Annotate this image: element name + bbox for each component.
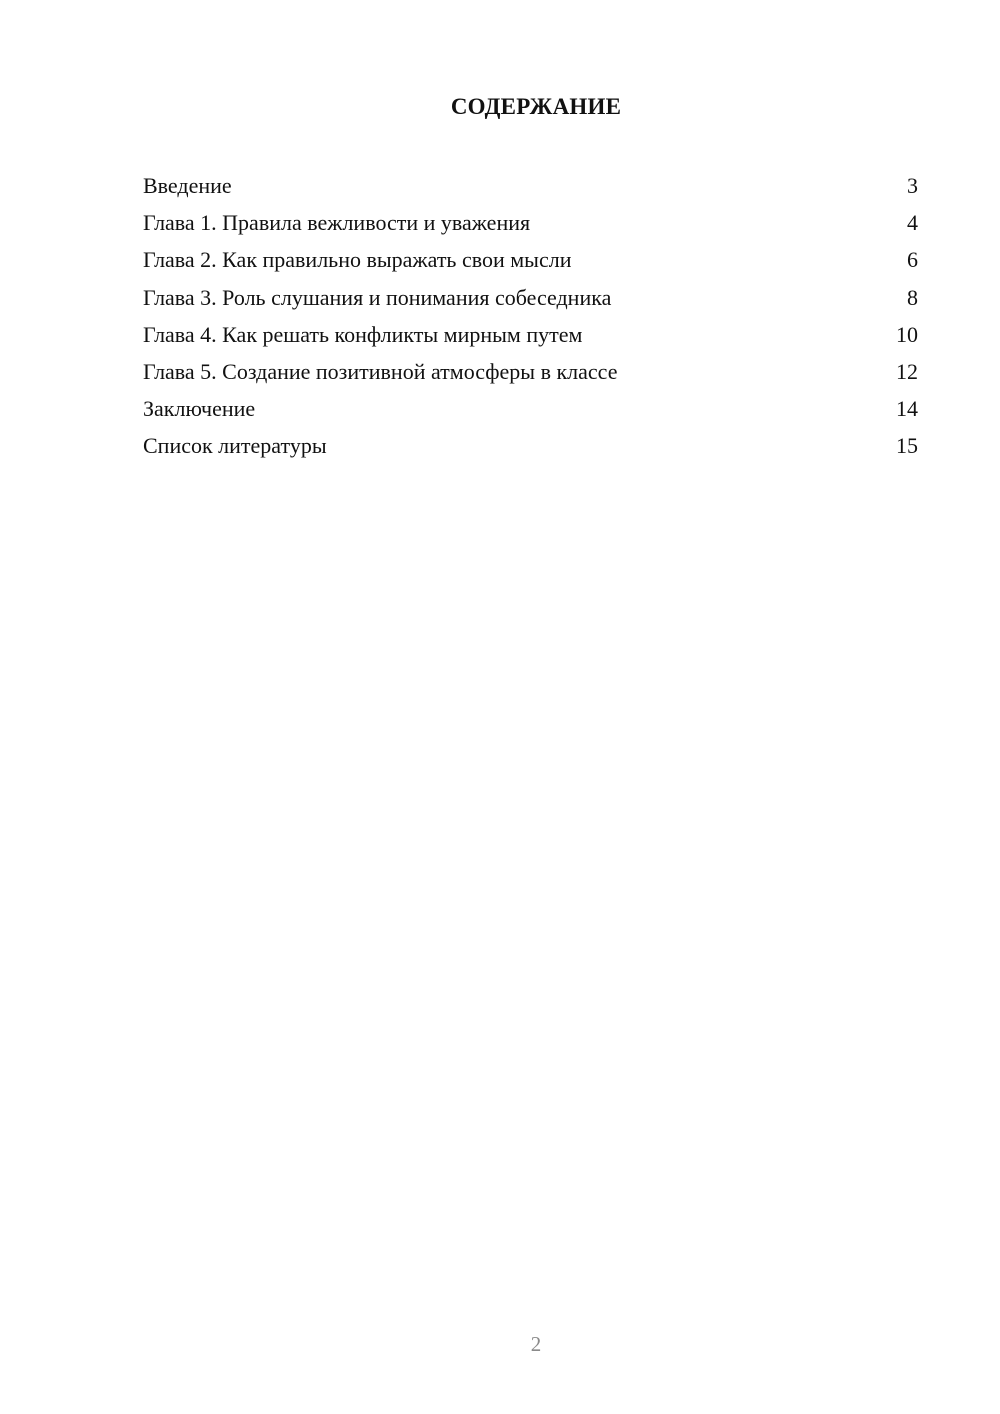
table-of-contents: [143, 167, 918, 465]
page-title: СОДЕРЖАНИЕ: [450, 94, 622, 119]
toc-entry: [143, 316, 918, 353]
toc-entry-label: Глава 3. Роль слушания и понимания собеседника: [143, 284, 612, 310]
toc-entry-label: Заключение: [143, 396, 256, 422]
toc-entry: [143, 353, 918, 390]
toc-entry-page: 3: [907, 173, 918, 198]
toc-entry-label: Глава 5. Создание позитивной атмосферы в классе: [143, 358, 618, 384]
toc-entry: [143, 427, 918, 464]
toc-entry: [143, 167, 918, 204]
toc-entry-label: Глава 4. Как решать конфликты мирным путем: [143, 321, 583, 347]
toc-entry: [143, 279, 918, 316]
toc-entry: [143, 204, 918, 241]
toc-entry-page: 15: [896, 433, 918, 459]
toc-entry-label: Список литературы: [143, 433, 327, 459]
toc-entry-page: 8: [907, 284, 918, 310]
toc-entry-label: Введение: [143, 173, 232, 198]
page-number: 2: [530, 1332, 542, 1356]
toc-entry-page: 14: [896, 396, 918, 422]
toc-entry-label: Глава 1. Правила вежливости и уважения: [143, 210, 531, 236]
toc-entry-page: 12: [896, 358, 918, 384]
toc-entry-page: 4: [907, 210, 918, 236]
toc-entry-page: 10: [896, 321, 918, 347]
toc-entry: [143, 241, 918, 278]
toc-entry-page: 6: [907, 247, 918, 273]
toc-entry: [143, 390, 918, 427]
toc-entry-label: Глава 2. Как правильно выражать свои мысли: [143, 247, 572, 273]
